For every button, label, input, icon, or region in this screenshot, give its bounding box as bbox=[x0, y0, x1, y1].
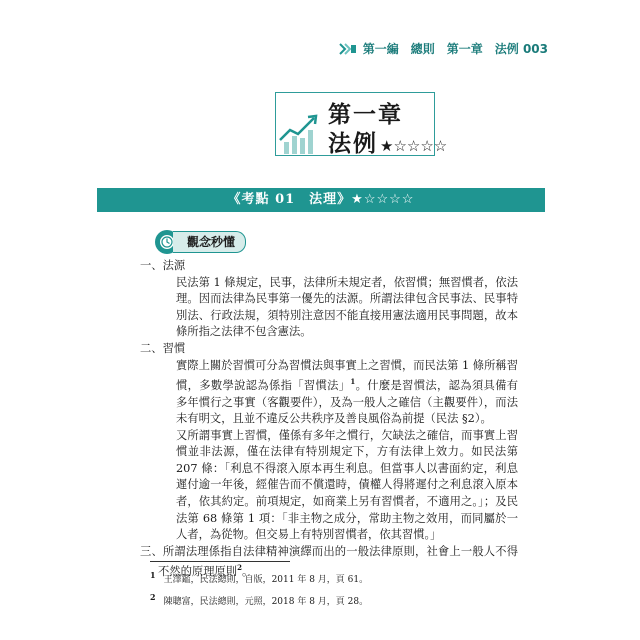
concept-tag bbox=[155, 230, 246, 254]
item2-paragraph-c: 又所謂事實上習慣，僅係有多年之慣行，欠缺法之確信，而事實上習慣並非法源，僅在法律有特別規定下，方有法律上效力。如民法第 207 條：「利息不得滾入原本再生利息。但當事人以書面約定，利息遲付逾一年後，經催告而不償還時，債權人得將遲付之利息滾入原本者，依其約定。前項規定，如商業上另有習慣者，不適用之。」；及民法第 68 條第 1 項：「非主物之成分，常助主物之效用，而同屬於一人者，為從物。但交易上有特別習慣者，依其習慣。」 bbox=[176, 428, 518, 542]
footnote-ref-2[interactable]: 2 bbox=[237, 563, 242, 573]
footnote-item bbox=[150, 567, 368, 589]
footnote-ref-1[interactable]: 1 bbox=[350, 377, 356, 387]
chapter-subtitle-text: 法例 bbox=[328, 130, 378, 157]
item2-paragraph-a bbox=[140, 358, 518, 428]
footnotes bbox=[150, 567, 368, 611]
chapter-subtitle bbox=[328, 125, 447, 158]
footnote-divider bbox=[150, 561, 290, 562]
growth-chart-icon bbox=[278, 112, 322, 156]
item2-heading: 二、習慣 bbox=[140, 341, 186, 355]
footnote-text: 王澤鑑，民法總則，自版，2011 年 8 月，頁 61。 bbox=[163, 575, 369, 585]
item2-text-a: 實際上關於習慣可分為習慣法與事實上之習慣，而民法第 1 條所稱習慣，多數學說認為係指「習慣法」 bbox=[176, 358, 518, 392]
topic-banner bbox=[97, 188, 545, 212]
concept-tag-label: 觀念秒懂 bbox=[173, 231, 246, 253]
chapter-stars: ★☆☆☆☆ bbox=[380, 137, 448, 155]
running-header bbox=[339, 40, 548, 57]
item1-heading: 一、法源 bbox=[140, 259, 186, 272]
item1-paragraph: 民法第 1 條規定，民事，法律所未規定者，依習慣；無習慣者，依法理。因而法律為民事第一優先的法源。所謂法律包含民事法、民事特別法、行政法規，須特別注意因不能直接用憲法適用民事問題，故本條所指之法律不包含憲法。 bbox=[176, 275, 518, 339]
item2-text-b: 。什麼是習慣法，認為須具備有多年慣行之事實（客觀要件），及為一般人之確信（主觀要件），而法未有明文，且並不違反公共秩序及善良風俗為前提（民法 §2）。 bbox=[176, 378, 518, 426]
footnote-number: 1 bbox=[150, 570, 156, 580]
footnote-item bbox=[150, 589, 368, 611]
double-chevron-book-icon bbox=[339, 42, 357, 56]
topic-banner-label: 《考點 01 法理》 bbox=[227, 192, 352, 207]
footnote-number: 2 bbox=[150, 592, 156, 602]
chapter-title: 第一章 bbox=[328, 101, 403, 128]
body-content bbox=[140, 258, 518, 581]
footnote-text: 陳聰富，民法總則，元照，2018 年 8 月，頁 28。 bbox=[163, 597, 369, 607]
header-text: 第一編 總則 第一章 法例 003 bbox=[362, 42, 548, 56]
item3-text-a: 三、所謂法理係指自法律精神演繹而出的一般法律原則，社會上一般人不得不然的原理原則 bbox=[140, 544, 518, 579]
item3-text-b: 。 bbox=[241, 565, 254, 579]
topic-banner-stars: ★☆☆☆☆ bbox=[351, 192, 415, 207]
